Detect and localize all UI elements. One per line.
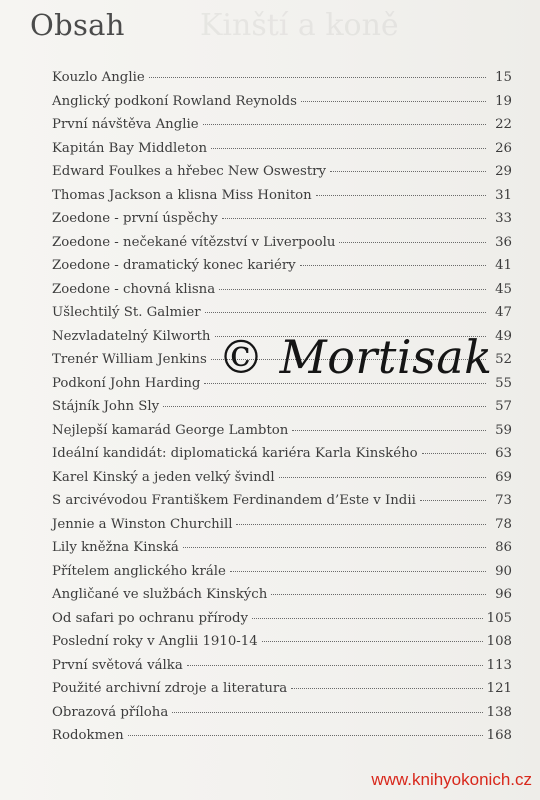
toc-entry-page: 96 [495,587,512,602]
dot-leader [219,289,486,290]
toc-entry-title: Edward Foulkes a hřebec New Oswestry [52,164,327,179]
toc-entry-page: 73 [495,493,512,508]
toc-entry [52,419,512,443]
toc-entry-page: 55 [495,375,512,391]
toc-entry [52,654,512,678]
toc-entry-title: Obrazová příloha [52,704,169,720]
dot-leader [128,735,483,736]
toc-entry [52,113,512,137]
toc-entry-page: 113 [486,657,512,673]
toc-entry-page: 36 [495,234,512,250]
toc-entry-title: S arcivévodou Františkem Ferdinandem d’Este v Indii [52,493,416,508]
toc-entry-page: 121 [486,681,512,696]
toc-entry-page: 41 [495,258,512,273]
toc-entry-page: 90 [495,563,512,579]
toc-entry-title: Lily kněžna Kinská [52,540,179,555]
toc-entry-page: 138 [486,704,512,720]
dot-leader [301,101,486,102]
dot-leader [291,688,482,689]
toc-entry-title: Angličané ve službách Kinských [52,587,268,602]
toc-entry-page: 168 [486,728,512,743]
show-through-title: Kinští a koně [200,8,399,43]
toc-entry [52,278,512,302]
toc-entry-title: Kouzlo Anglie [52,70,145,85]
toc-entry-title: Zoedone - první úspěchy [52,211,218,226]
toc-entry-page: 78 [495,516,512,532]
toc-entry-title: Od safari po ochranu přírody [52,610,248,626]
toc-entry-page: 57 [495,399,512,414]
toc-entry-title: Thomas Jackson a klisna Miss Honiton [52,187,312,203]
toc-entry [52,254,512,278]
dot-leader [271,594,486,595]
toc-entry-page: 19 [495,93,512,109]
toc-entry-title: Karel Kinský a jeden velký švindl [52,469,275,485]
toc-entry-title: Zoedone - nečekané vítězství v Liverpoolu [52,234,336,250]
toc-entry-title: Trenér William Jenkins [52,352,207,367]
toc-entry [52,395,512,419]
toc-entry [52,536,512,560]
dot-leader [300,265,486,266]
table-of-contents [52,66,512,748]
toc-entry-title: Anglický podkoní Rowland Reynolds [52,93,297,109]
toc-entry-title: Jennie a Winston Churchill [52,516,233,532]
toc-entry-title: Nezvladatelný Kilworth [52,328,211,344]
dot-leader [279,477,486,478]
toc-entry-page: 49 [495,328,512,344]
toc-entry-page: 26 [495,140,512,156]
dot-leader [330,171,486,172]
toc-entry-page: 33 [495,211,512,226]
page-title: Obsah [30,8,125,42]
dot-leader [420,500,486,501]
dot-leader [211,148,486,149]
toc-entry-title: Podkoní John Harding [52,375,201,391]
dot-leader [292,430,486,431]
toc-entry [52,66,512,90]
dot-leader [262,641,483,642]
toc-entry [52,724,512,748]
toc-entry-page: 29 [495,164,512,179]
toc-entry [52,607,512,631]
dot-leader [183,547,486,548]
toc-entry-page: 15 [495,70,512,85]
toc-entry-title: Ušlechtilý St. Galmier [52,305,201,320]
toc-entry [52,160,512,184]
toc-entry [52,513,512,537]
toc-entry [52,90,512,114]
toc-entry [52,583,512,607]
toc-entry-title: Zoedone - dramatický konec kariéry [52,258,296,273]
toc-entry-title: První návštěva Anglie [52,117,199,132]
toc-entry-title: Nejlepší kamarád George Lambton [52,422,289,438]
dot-leader [222,218,486,219]
dot-leader [339,242,486,243]
toc-entry-title: Ideální kandidát: diplomatická kariéra Karla Kinského [52,446,418,461]
toc-entry-page: 31 [495,187,512,203]
toc-entry-title: Přítelem anglického krále [52,563,226,579]
toc-entry [52,630,512,654]
dot-leader [187,665,483,666]
toc-entry-page: 45 [495,281,512,297]
toc-entry-page: 52 [495,352,512,367]
dot-leader [422,453,486,454]
toc-entry [52,137,512,161]
toc-entry-page: 47 [495,305,512,320]
dot-leader [236,524,486,525]
watermark: © Mortisak [218,330,493,384]
toc-entry-title: První světová válka [52,657,183,673]
dot-leader [172,712,482,713]
toc-entry [52,560,512,584]
toc-entry-title: Stájník John Sly [52,399,160,414]
toc-entry [52,442,512,466]
toc-entry-page: 59 [495,422,512,438]
dot-leader [203,124,486,125]
toc-entry-title: Poslední roky v Anglii 1910-14 [52,634,258,649]
toc-entry-title: Použité archivní zdroje a literatura [52,681,288,696]
toc-entry [52,301,512,325]
toc-entry [52,184,512,208]
toc-entry [52,207,512,231]
toc-entry-page: 108 [486,634,512,649]
toc-entry [52,466,512,490]
toc-entry [52,489,512,513]
toc-entry-title: Zoedone - chovná klisna [52,281,216,297]
dot-leader [252,618,483,619]
dot-leader [149,77,486,78]
toc-entry [52,701,512,725]
dot-leader [163,406,486,407]
toc-entry-page: 63 [495,446,512,461]
toc-entry-page: 69 [495,469,512,485]
toc-entry [52,677,512,701]
toc-entry-page: 105 [486,610,512,626]
toc-entry [52,231,512,255]
dot-leader [230,571,486,572]
website-link[interactable]: www.knihyokonich.cz [371,770,532,789]
toc-entry-page: 86 [495,540,512,555]
dot-leader [205,312,486,313]
toc-entry-title: Kapitán Bay Middleton [52,140,208,156]
toc-entry-page: 22 [495,117,512,132]
dot-leader [316,195,486,196]
toc-entry-title: Rodokmen [52,728,124,743]
